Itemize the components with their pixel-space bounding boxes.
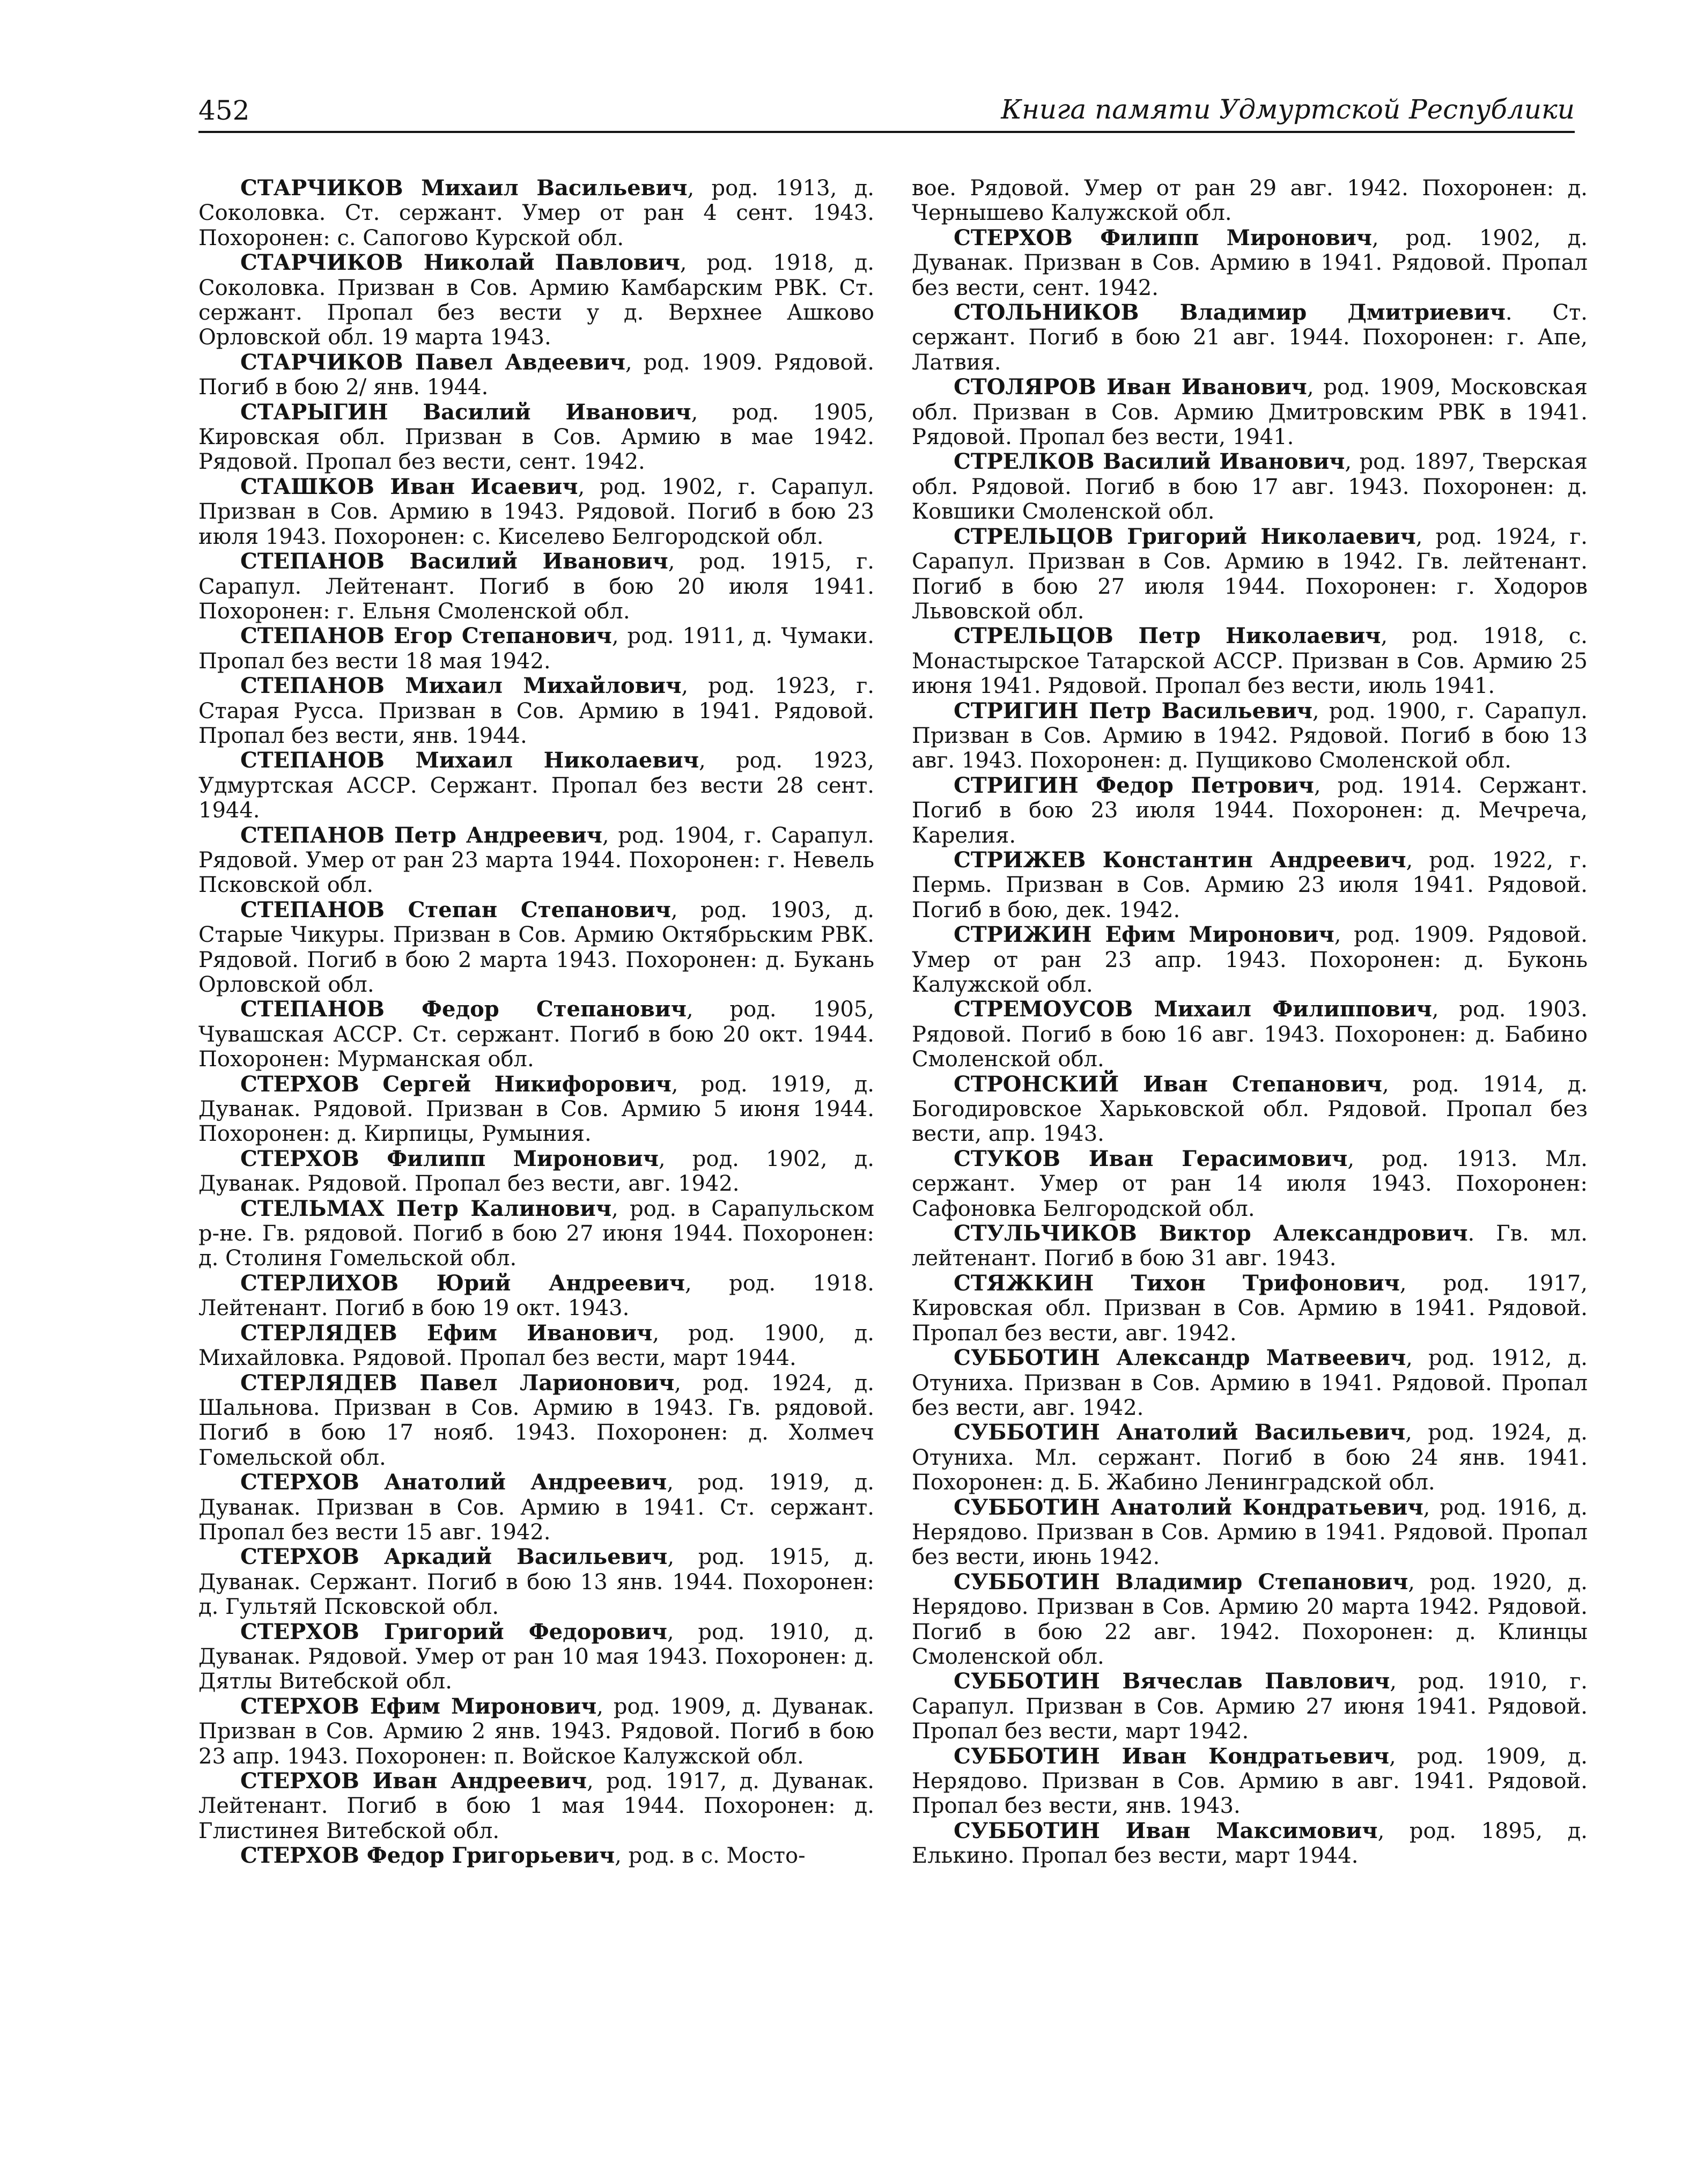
entry-details: , род. 1911, д. Чумаки. Пропал без вести 18 мая 1942. bbox=[198, 624, 874, 674]
entry-details: , род. 1919, д. Дуванак. Призван в Сов. Армию в 1941. Ст. сержант. Пропал без вести 15 авг. 1942. bbox=[198, 1470, 874, 1545]
person-name: СУББОТИН Владимир Степанович bbox=[954, 1569, 1408, 1595]
entry-details: , род. 1902, г. Сарапул. Призван в Сов. Армию в 1943. Рядовой. Погиб в бою 23 июля 1943. Похоронен: с. Киселево Белгородской обл. bbox=[198, 474, 874, 549]
entry-details: , род. 1917, д. Дуванак. Лейтенант. Погиб в бою 1 мая 1944. Похоронен: д. Глистинея Витебской обл. bbox=[198, 1769, 875, 1843]
entry-details: , род. 1919, д. Дуванак. Рядовой. Призван в Сов. Армию 5 июня 1944. Похоронен: д. Кирпицы, Румыния. bbox=[198, 1072, 874, 1147]
entry-details: , род. 1918. Лейтенант. Погиб в бою 19 окт. 1943. bbox=[198, 1271, 874, 1321]
person-name: СТРИГИН Петр Васильевич bbox=[954, 698, 1312, 724]
memorial-entry bbox=[912, 375, 1588, 449]
page-number: 452 bbox=[198, 95, 250, 126]
person-name: СТЕПАНОВ Егор Степанович bbox=[240, 623, 612, 649]
entry-details: , род. 1909. Рядовой. Умер от ран 23 апр. 1943. Похоронен: д. Буконь Калужской обл. bbox=[912, 923, 1588, 997]
person-name: СТРЕМОУСОВ Михаил Филиппович bbox=[954, 997, 1432, 1022]
memorial-entry bbox=[198, 1694, 874, 1769]
person-name: СТЯЖКИН Тихон Трифонович bbox=[954, 1270, 1400, 1296]
person-name: СТЕРХОВ Филипп Миронович bbox=[240, 1146, 659, 1171]
memorial-entry bbox=[198, 1545, 874, 1619]
entry-details: , род. 1916, д. Нерядово. Призван в Сов. Армию в 1941. Рядовой. Пропал без вести, июнь 1942. bbox=[912, 1495, 1588, 1570]
memorial-entry bbox=[198, 748, 874, 823]
memorial-entry bbox=[912, 1420, 1588, 1495]
memorial-entry bbox=[912, 848, 1588, 923]
entry-details: , род. 1914. Сержант. Погиб в бою 23 июля 1944. Похоронен: д. Мечреча, Карелия. bbox=[912, 773, 1588, 848]
entry-details: , род. 1913, д. Соколовка. Ст. сержант. Умер от ран 4 сент. 1943. Похоронен: с. Сапогово Курской обл. bbox=[198, 176, 874, 250]
person-name: СТРИГИН Федор Петрович bbox=[954, 772, 1314, 798]
person-name: СТЕПАНОВ Степан Степанович bbox=[240, 897, 671, 923]
person-name: СУББОТИН Александр Матвеевич bbox=[954, 1345, 1406, 1371]
entry-details: , род. 1914, д. Богодировское Харьковской обл. Рядовой. Пропал без вести, апр. 1943. bbox=[912, 1072, 1588, 1147]
entry-details: , род. 1913. Мл. сержант. Умер от ран 14 июля 1943. Похоронен: Сафоновка Белгородской обл. bbox=[912, 1146, 1588, 1221]
memorial-entry bbox=[198, 898, 874, 998]
entry-details: , род. 1902, д. Дуванак. Рядовой. Пропал без вести, авг. 1942. bbox=[198, 1146, 874, 1197]
memorial-entry bbox=[198, 1769, 874, 1843]
person-name: СТЕРХОВ Ефим Миронович bbox=[240, 1693, 597, 1719]
person-name: СТРЕЛЬЦОВ Григорий Николаевич bbox=[954, 523, 1416, 549]
memorial-entry bbox=[912, 1072, 1588, 1147]
memorial-entry bbox=[912, 1147, 1588, 1221]
entry-details: , род. 1903. Рядовой. Погиб в бою 16 авг. 1943. Похоронен: д. Бабино Смоленской обл. bbox=[912, 997, 1588, 1072]
memorial-entry bbox=[198, 1271, 874, 1321]
person-name: СТЕРХОВ Федор Григорьевич bbox=[240, 1843, 615, 1869]
memorial-entry bbox=[912, 923, 1588, 997]
person-name: СТАРЧИКОВ Павел Авдеевич bbox=[240, 349, 625, 375]
entry-details: , род. 1920, д. Нерядово. Призван в Сов. Армию 20 марта 1942. Рядовой. Погиб в бою 22 авг. 1942. Похоронен: д. Клинцы Смоленской обл. bbox=[912, 1569, 1588, 1669]
entry-details: , род. 1923, Удмуртская АССР. Сержант. Пропал без вести 28 сент. 1944. bbox=[198, 748, 874, 823]
entry-details: , род. 1918, д. Соколовка. Призван в Сов. Армию Камбарским РВК. Ст. сержант. Пропал без вести у д. Верхнее Ашково Орловской обл. 19 марта 1943. bbox=[198, 250, 874, 350]
person-name: СТАРЫГИН Василий Иванович bbox=[240, 399, 691, 425]
entry-details: , род. 1924, д. Шальнова. Призван в Сов. Армию в 1943. Гв. рядовой. Погиб в бою 17 нояб. 1943. Похоронен: д. Холмеч Гомельской обл. bbox=[198, 1370, 874, 1470]
memorial-entry bbox=[912, 1495, 1588, 1570]
entry-details: , род. в Сарапульском р-не. Гв. рядовой. Погиб в бою 27 июня 1944. Похоронен: д. Столиня Гомельской обл. bbox=[198, 1196, 875, 1271]
person-name: СТЕРХОВ Григорий Федорович bbox=[240, 1619, 667, 1644]
memorial-entry bbox=[912, 1570, 1588, 1670]
person-name: СУББОТИН Вячеслав Павлович bbox=[954, 1669, 1390, 1694]
person-name: СТЕРЛИХОВ Юрий Андреевич bbox=[240, 1270, 685, 1296]
left-column bbox=[198, 176, 874, 1869]
memorial-entry bbox=[198, 350, 874, 400]
memorial-entry bbox=[198, 1321, 874, 1371]
entry-details: , род. 1910, г. Сарапул. Призван в Сов. Армию 27 июня 1941. Рядовой. Пропал без вести, март 1942. bbox=[912, 1669, 1588, 1744]
memorial-entry bbox=[912, 1669, 1588, 1744]
person-name: СТАРЧИКОВ Николай Павлович bbox=[240, 250, 680, 276]
memorial-entry bbox=[198, 1843, 874, 1868]
memorial-entry bbox=[198, 674, 874, 748]
person-name: СТРЕЛЬЦОВ Петр Николаевич bbox=[954, 623, 1381, 649]
memorial-entry bbox=[912, 176, 1588, 226]
person-name: СТЕЛЬМАХ Петр Калинович bbox=[240, 1196, 612, 1221]
memorial-entry bbox=[912, 226, 1588, 300]
person-name: СТЕРХОВ Иван Андреевич bbox=[240, 1768, 587, 1794]
person-name: СТЕРЛЯДЕВ Ефим Иванович bbox=[240, 1320, 653, 1346]
person-name: СТЕРХОВ Анатолий Андреевич bbox=[240, 1470, 667, 1495]
entry-details: , род. 1903, д. Старые Чикуры. Призван в Сов. Армию Октябрьским РВК. Рядовой. Погиб в бою 2 марта 1943. Похоронен: д. Букань Орловской обл. bbox=[198, 897, 874, 997]
person-name: СТОЛЬНИКОВ Владимир Дмитриевич bbox=[954, 300, 1506, 326]
person-name: СТЕПАНОВ Михаил Михайлович bbox=[240, 673, 682, 699]
memorial-entry bbox=[912, 1346, 1588, 1420]
memorial-entry bbox=[198, 1470, 874, 1545]
memorial-entry bbox=[912, 300, 1588, 375]
person-name: СУББОТИН Анатолий Васильевич bbox=[954, 1420, 1406, 1445]
memorial-entry bbox=[198, 475, 874, 549]
memorial-entry bbox=[912, 525, 1588, 624]
person-name: СУББОТИН Иван Максимович bbox=[954, 1818, 1378, 1843]
person-name: СТАШКОВ Иван Исаевич bbox=[240, 474, 578, 499]
entry-details: , род. 1915, д. Дуванак. Сержант. Погиб в бою 13 янв. 1944. Похоронен: д. Гультяй Псковской обл. bbox=[198, 1545, 875, 1620]
person-name: СТЕПАНОВ Михаил Николаевич bbox=[240, 748, 699, 773]
running-title: Книга памяти Удмуртской Республики bbox=[1001, 94, 1575, 125]
entry-details: , род. 1918, с. Монастырское Татарской АССР. Призван в Сов. Армию 25 июня 1941. Рядовой. Пропал без вести, июль 1941. bbox=[912, 624, 1588, 699]
person-name: СТЕРХОВ Филипп Миронович bbox=[954, 225, 1372, 250]
person-name: СТЕПАНОВ Петр Андреевич bbox=[240, 822, 602, 848]
entry-details: , род. 1915, г. Сарапул. Лейтенант. Погиб в бою 20 июля 1941. Похоронен: г. Ельня Смоленской обл. bbox=[198, 549, 874, 624]
entry-details: , род. 1905, Чувашская АССР. Ст. сержант. Погиб в бою 20 окт. 1944. Похоронен: Мурманская обл. bbox=[198, 997, 874, 1072]
memorial-entry bbox=[912, 1271, 1588, 1346]
entry-details: , род. 1900, д. Михайловка. Рядовой. Пропал без вести, март 1944. bbox=[198, 1320, 875, 1371]
memorial-entry bbox=[912, 624, 1588, 698]
person-name: СТЕРЛЯДЕВ Павел Ларионович bbox=[240, 1370, 675, 1396]
memorial-entry bbox=[912, 1744, 1588, 1819]
memorial-entry bbox=[198, 1620, 874, 1694]
entry-details: , род. 1909, д. Нерядово. Призван в Сов. Армию в авг. 1941. Рядовой. Пропал без вести, янв. 1943. bbox=[912, 1744, 1588, 1819]
memorial-entry bbox=[198, 250, 874, 350]
memorial-entry bbox=[912, 1221, 1588, 1271]
person-name: СТРЕЛКОВ Василий Иванович bbox=[954, 449, 1345, 475]
person-name: СТРОНСКИЙ Иван Степанович bbox=[954, 1071, 1382, 1097]
entry-details: , род. 1909, д. Дуванак. Призван в Сов. Армию 2 янв. 1943. Рядовой. Погиб в бою 23 апр. 1943. Похоронен: п. Войское Калужской обл. bbox=[198, 1694, 874, 1769]
entry-details: , род. 1924, д. Отуниха. Мл. сержант. Погиб в бою 24 янв. 1941. Похоронен: д. Б. Жабино Ленинградской обл. bbox=[912, 1420, 1588, 1495]
entry-details: . Ст. сержант. Погиб в бою 21 авг. 1944. Похоронен: г. Апе, Латвия. bbox=[912, 300, 1588, 375]
entry-details: , род. 1904, г. Сарапул. Рядовой. Умер от ран 23 марта 1944. Похоронен: г. Невель Псковской обл. bbox=[198, 823, 874, 898]
memorial-entry bbox=[198, 624, 874, 674]
person-name: СУББОТИН Анатолий Кондратьевич bbox=[954, 1494, 1423, 1520]
entry-details: , род. 1897, Тверская обл. Рядовой. Погиб в бою 17 авг. 1943. Похоронен: д. Ковшики Смоленской обл. bbox=[912, 449, 1588, 525]
entry-details: , род. 1922, г. Пермь. Призван в Сов. Армию 23 июля 1941. Рядовой. Погиб в бою, дек. 1942. bbox=[912, 847, 1588, 923]
right-column bbox=[912, 176, 1588, 1869]
entry-details: , род. 1917, Кировская обл. Призван в Сов. Армию в 1941. Рядовой. Пропал без вести, авг. 1942. bbox=[912, 1271, 1588, 1346]
memorial-entry bbox=[198, 1072, 874, 1147]
entry-details: , род. 1905, Кировская обл. Призван в Сов. Армию в мае 1942. Рядовой. Пропал без вести, сент. 1942. bbox=[198, 400, 874, 475]
memorial-entry bbox=[198, 176, 874, 250]
person-name: СУББОТИН Иван Кондратьевич bbox=[954, 1743, 1389, 1769]
entry-details: , род. 1895, д. Елькино. Пропал без вести, март 1944. bbox=[912, 1818, 1588, 1869]
person-name: СТОЛЯРОВ Иван Иванович bbox=[954, 374, 1307, 400]
person-name: СТЕПАНОВ Василий Иванович bbox=[240, 549, 668, 574]
entry-details: , род. 1909, Московская обл. Призван в Сов. Армию Дмитровским РВК в 1941. Рядовой. Пропал без вести, 1941. bbox=[912, 375, 1588, 450]
memorial-entry bbox=[912, 1819, 1588, 1869]
entry-details: вое. Рядовой. Умер от ран 29 авг. 1942. Похоронен: д. Чернышево Калужской обл. bbox=[912, 176, 1588, 226]
person-name: СТРИЖЕВ Константин Андреевич bbox=[954, 847, 1406, 873]
entry-details: . Гв. мл. лейтенант. Погиб в бою 31 авг. 1943. bbox=[912, 1221, 1588, 1271]
entry-details: , род. 1912, д. Отуниха. Призван в Сов. Армию в 1941. Рядовой. Пропал без вести, авг. 1942. bbox=[912, 1346, 1588, 1420]
memorial-entry bbox=[198, 1197, 874, 1271]
person-name: СТЕРХОВ Сергей Никифорович bbox=[240, 1071, 672, 1097]
memorial-entry bbox=[198, 1147, 874, 1197]
memorial-entry bbox=[912, 997, 1588, 1072]
memorial-entry bbox=[198, 823, 874, 898]
memorial-entry bbox=[912, 699, 1588, 773]
person-name: СТЕПАНОВ Федор Степанович bbox=[240, 997, 687, 1022]
entry-details: , род. 1902, д. Дуванак. Призван в Сов. Армию в 1941. Рядовой. Пропал без вести, сент. 1942. bbox=[912, 225, 1588, 300]
person-name: СТЕРХОВ Аркадий Васильевич bbox=[240, 1544, 668, 1570]
entry-details: , род. 1900, г. Сарапул. Призван в Сов. Армию в 1942. Рядовой. Погиб в бою 13 авг. 1943. Похоронен: д. Пущиково Смоленской обл. bbox=[912, 698, 1588, 773]
header-rule bbox=[198, 131, 1575, 133]
entry-details: , род. 1909. Рядовой. Погиб в бою 2/ янв. 1944. bbox=[198, 350, 874, 400]
memorial-entry bbox=[912, 449, 1588, 524]
entry-details: , род. в с. Мосто- bbox=[615, 1843, 806, 1869]
person-name: СТУЛЬЧИКОВ Виктор Александрович bbox=[954, 1221, 1468, 1246]
entry-details: , род. 1910, д. Дуванак. Рядовой. Умер от ран 10 мая 1943. Похоронен: д. Дятлы Витебской обл. bbox=[198, 1619, 874, 1694]
memorial-entry bbox=[198, 400, 874, 475]
entry-details: , род. 1924, г. Сарапул. Призван в Сов. Армию в 1942. Гв. лейтенант. Погиб в бою 27 июля 1944. Похоронен: г. Ходоров Львовской обл. bbox=[912, 524, 1588, 624]
memorial-entry bbox=[198, 1371, 874, 1471]
memorial-entry bbox=[198, 549, 874, 624]
memorial-entry bbox=[198, 997, 874, 1072]
person-name: СТУКОВ Иван Герасимович bbox=[954, 1146, 1348, 1171]
person-name: СТРИЖИН Ефим Миронович bbox=[954, 922, 1334, 948]
person-name: СТАРЧИКОВ Михаил Васильевич bbox=[240, 175, 688, 201]
entry-details: , род. 1923, г. Старая Русса. Призван в Сов. Армию в 1941. Рядовой. Пропал без вести, янв. 1944. bbox=[198, 674, 874, 748]
memorial-entry bbox=[912, 773, 1588, 848]
